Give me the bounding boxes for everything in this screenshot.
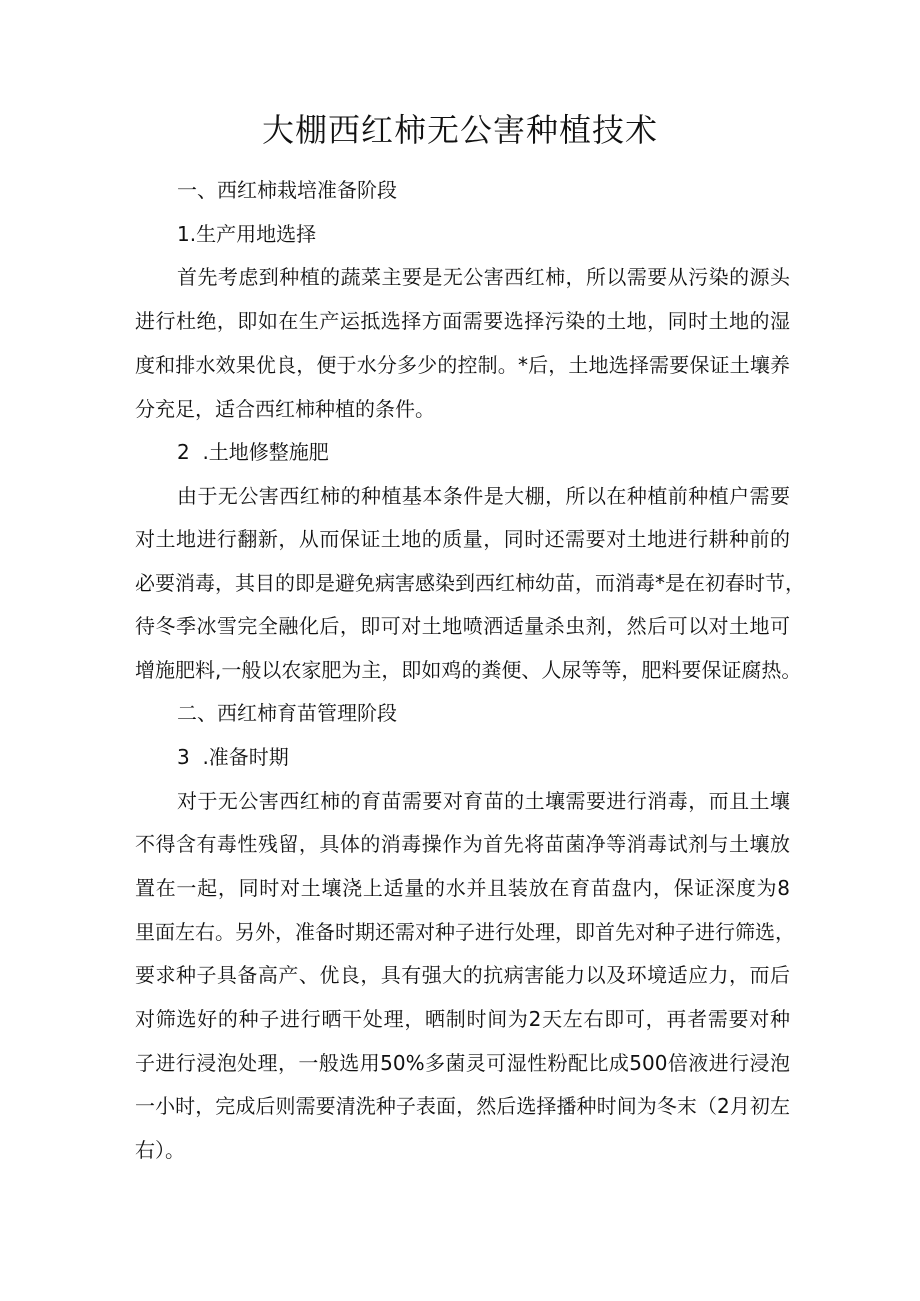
paragraph-2-line-4: 待冬季冰雪完全融化后，即可对土地喷洒适量杀虫剂，然后可以对土地可 xyxy=(135,614,790,638)
paragraph-3-line-3: 置在一起，同时对土壤浇上适量的水并且装放在育苗盘内，保证深度为8 xyxy=(135,876,790,900)
section-heading-2: 二、西红柿育苗管理阶段 xyxy=(177,701,397,725)
paragraph-2-line-5: 增施肥料,一般以农家肥为主，即如鸡的粪便、人尿等等，肥料要保证腐热。 xyxy=(135,658,802,682)
paragraph-2-line-2: 对土地进行翻新，从而保证土地的质量，同时还需要对土地进行耕种前的 xyxy=(135,527,790,551)
paragraph-1-line-1: 首先考虑到种植的蔬菜主要是无公害西红柿，所以需要从污染的源头 xyxy=(177,265,790,289)
paragraph-3-line-2: 不得含有毒性残留，具体的消毒操作为首先将苗菌净等消毒试剂与土壤放 xyxy=(135,832,790,856)
paragraph-3-line-7: 子进行浸泡处理，一般选用50%多菌灵可湿性粉配比成500倍液进行浸泡 xyxy=(135,1051,790,1075)
paragraph-3-line-9: 右）。 xyxy=(135,1138,185,1162)
paragraph-2-line-1: 由于无公害西红柿的种植基本条件是大棚，所以在种植前种植户需要 xyxy=(177,484,790,508)
paragraph-3-line-4: 里面左右。另外，准备时期还需对种子进行处理，即首先对种子进行筛选， xyxy=(135,920,795,944)
paragraph-1-line-4: 分充足，适合西红柿种植的条件。 xyxy=(135,397,435,421)
subsection-heading-2: 2 .土地修整施肥 xyxy=(177,440,329,464)
paragraph-3-line-1: 对于无公害西红柿的育苗需要对育苗的土壤需要进行消毒，而且土壤 xyxy=(177,789,790,813)
section-heading-1: 一、西红柿栽培准备阶段 xyxy=(177,178,397,202)
subsection-heading-3: 3 .准备时期 xyxy=(177,745,289,769)
paragraph-3-line-5: 要求种子具备高产、优良，具有强大的抗病害能力以及环境适应力，而后 xyxy=(135,963,790,987)
paragraph-3-line-8: 一小时，完成后则需要清洗种子表面，然后选择播种时间为冬末（2月初左 xyxy=(135,1094,790,1118)
document-title: 大棚西红柿无公害种植技术 xyxy=(261,111,658,149)
paragraph-1-line-2: 进行杜绝，即如在生产运抵选择方面需要选择污染的土地，同时土地的湿 xyxy=(135,309,790,333)
paragraph-1-line-3: 度和排水效果优良，便于水分多少的控制。*后，土地选择需要保证土壤养 xyxy=(135,353,790,377)
paragraph-2-line-3: 必要消毒，其目的即是避免病害感染到西红柿幼苗，而消毒*是在初春时节， xyxy=(135,571,805,595)
paragraph-3-line-6: 对筛选好的种子进行晒干处理，晒制时间为2天左右即可，再者需要对种 xyxy=(135,1007,790,1031)
subsection-heading-1: 1.生产用地选择 xyxy=(177,222,317,246)
